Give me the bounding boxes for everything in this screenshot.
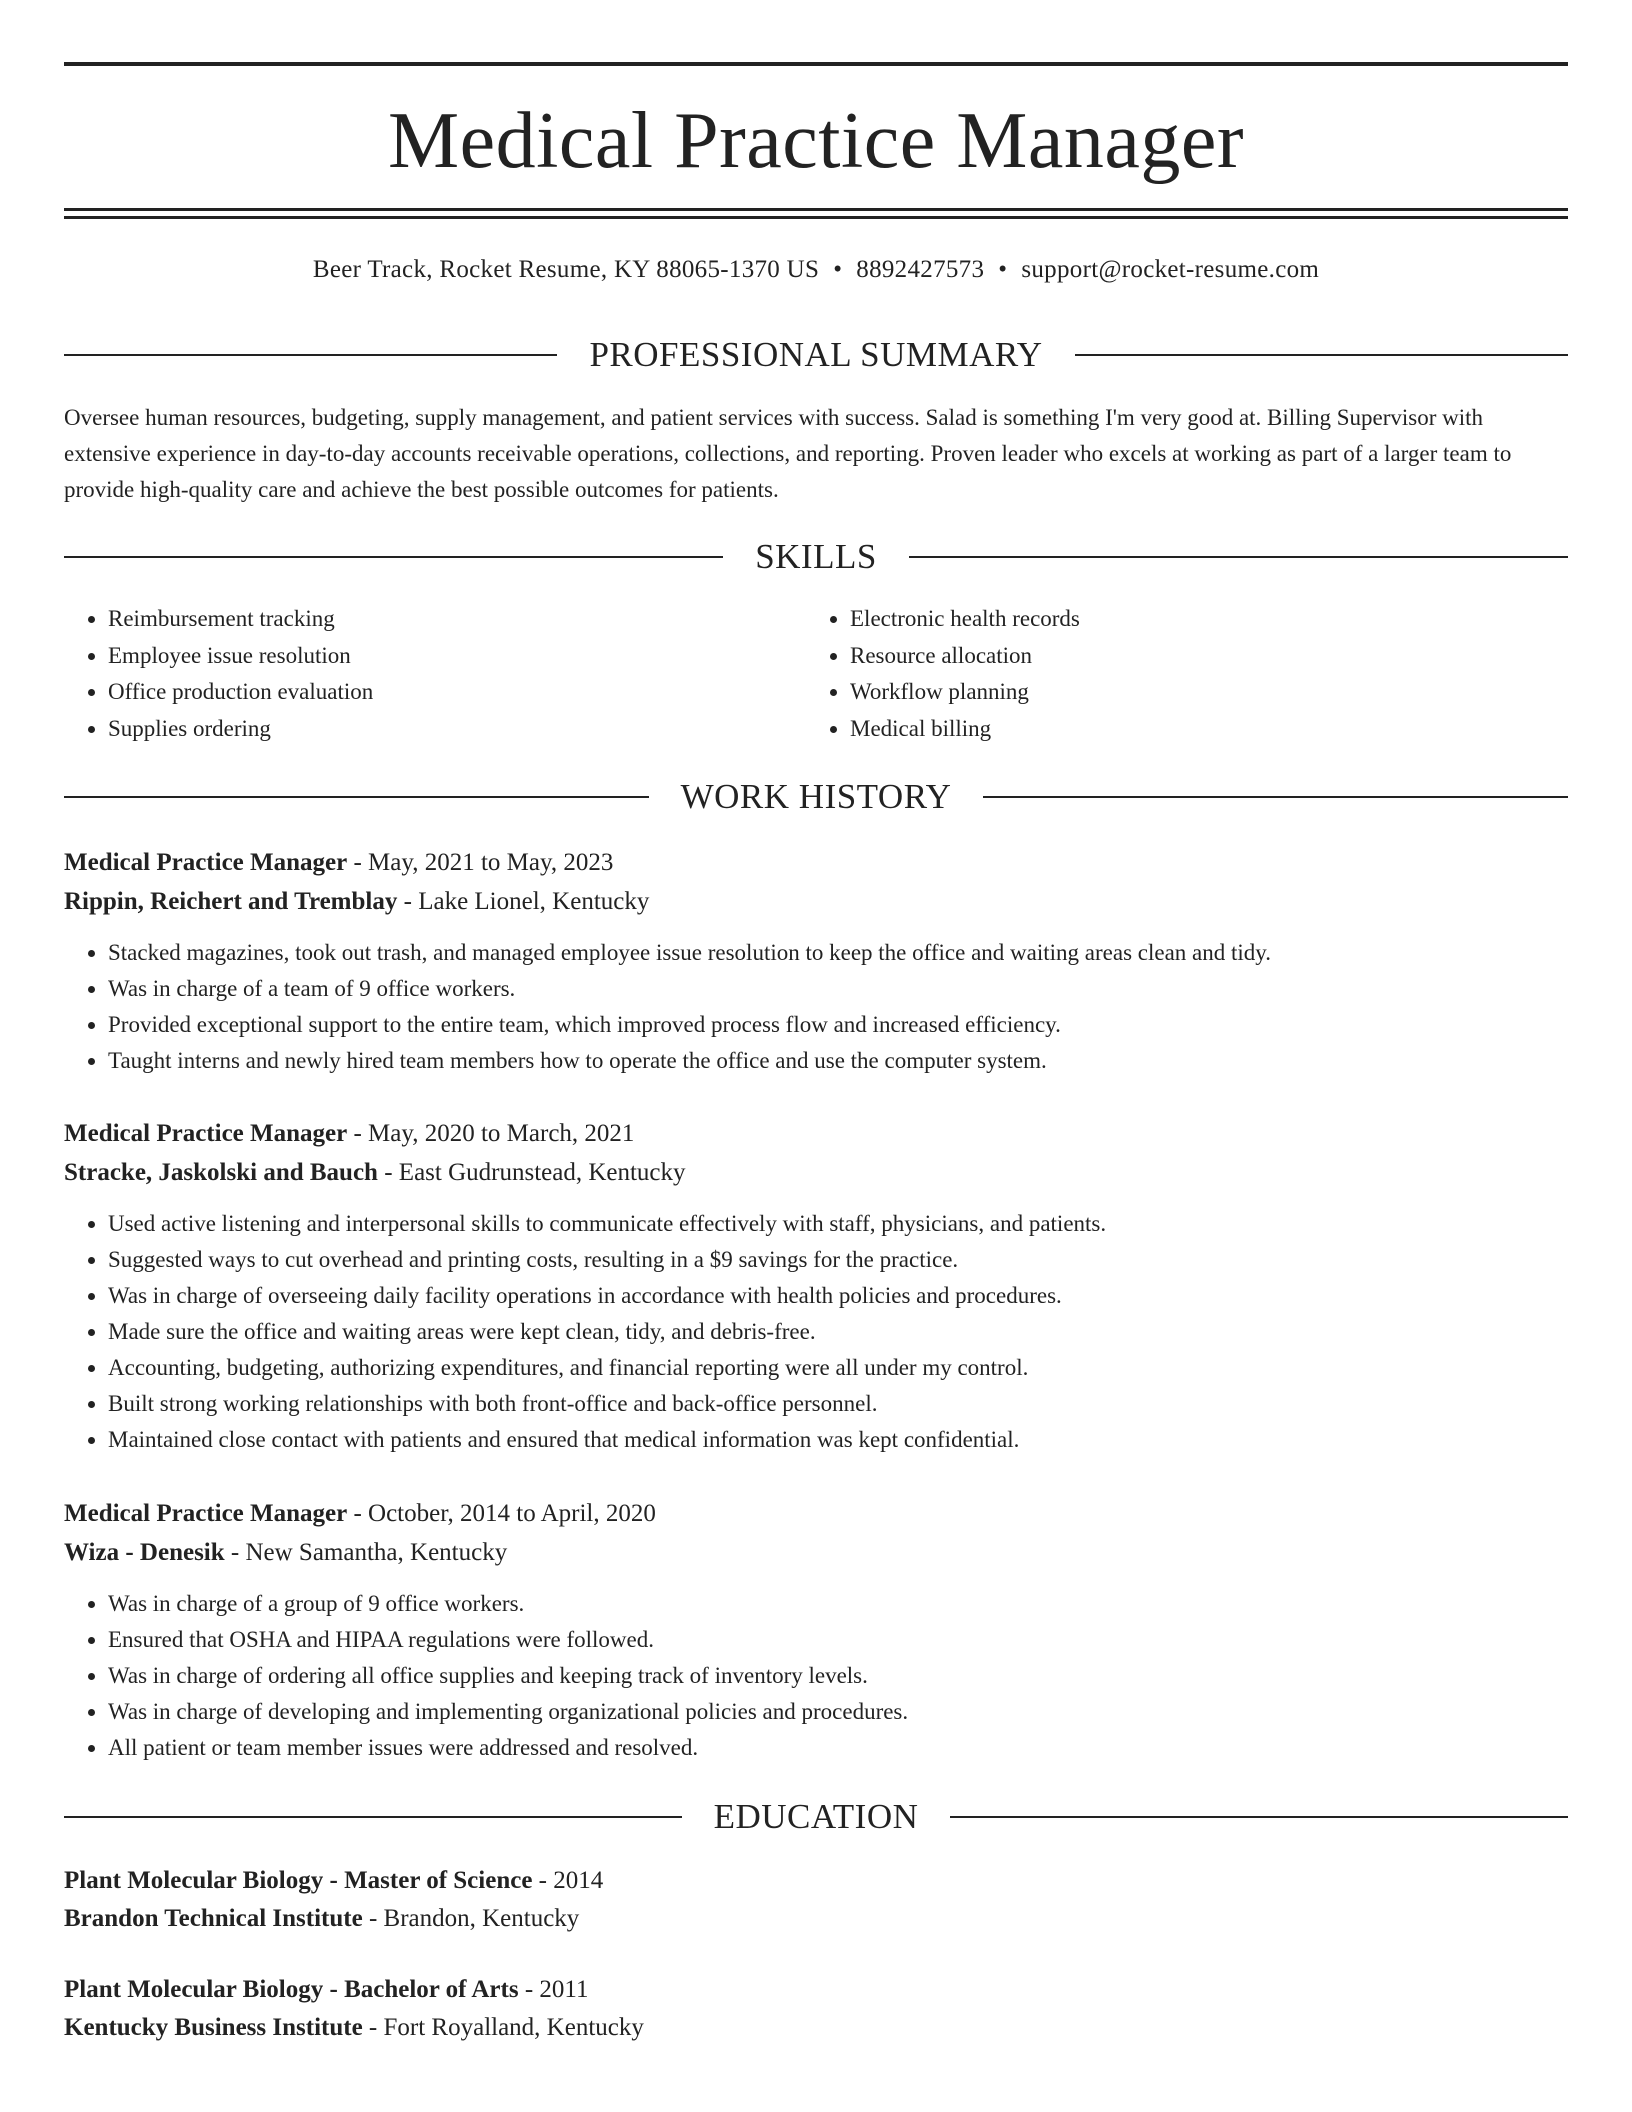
school-location: - Fort Royalland, Kentucky	[362, 2014, 644, 2041]
job-bullet: • Was in charge of a group of 9 office workers.	[108, 1586, 1568, 1622]
job-dates: - May, 2020 to March, 2021	[347, 1120, 635, 1147]
job-bullet: • Used active listening and interpersonal skills to communicate effectively with staff, physicians, and patients.	[108, 1206, 1568, 1242]
job-location: - Lake Lionel, Kentucky	[397, 888, 650, 915]
job-bullet: • Ensured that OSHA and HIPAA regulations were followed.	[108, 1622, 1568, 1658]
job-bullet: • Maintained close contact with patients and ensured that medical information was kept confidential.	[108, 1422, 1568, 1458]
heading-rule-left	[64, 556, 723, 558]
school-line	[64, 2009, 1568, 2047]
job-title: Medical Practice Manager	[64, 849, 348, 876]
job-dates: - October, 2014 to April, 2020	[347, 1500, 656, 1527]
page-title: Medical Practice Manager	[387, 97, 1245, 185]
degree-line	[64, 1862, 1568, 1900]
job-title: Medical Practice Manager	[64, 1500, 348, 1527]
school-location: - Brandon, Kentucky	[362, 1905, 580, 1932]
job-bullet: • Was in charge of ordering all office supplies and keeping track of inventory levels.	[108, 1658, 1568, 1694]
job-title-line	[64, 1494, 1568, 1533]
skills-column-left	[64, 601, 806, 747]
contact-address: Beer Track, Rocket Resume, KY 88065-1370 US	[312, 256, 820, 283]
job-bullet: • Made sure the office and waiting areas were kept clean, tidy, and debris-free.	[108, 1314, 1568, 1350]
job-bullet: • Was in charge of overseeing daily facility operations in accordance with health policies and procedures.	[108, 1278, 1568, 1314]
skill-item: • Workflow planning	[850, 674, 1548, 711]
job-company-line	[64, 882, 1568, 921]
job-company-line	[64, 1533, 1568, 1572]
job-bullets	[64, 1206, 1568, 1458]
job-location: - East Gudrunstead, Kentucky	[377, 1159, 686, 1186]
contact-phone: 8892427573	[856, 256, 985, 283]
education-entry	[64, 1971, 1568, 2047]
job-company: Wiza - Denesik	[64, 1539, 225, 1566]
job-bullet: • Taught interns and newly hired team members how to operate the office and use the computer system.	[108, 1043, 1568, 1079]
top-rule	[64, 62, 1568, 66]
job-dates: - May, 2021 to May, 2023	[347, 849, 614, 876]
summary-heading	[64, 335, 1568, 375]
heading-rule-left	[64, 1816, 682, 1818]
job-bullet: • Built strong working relationships with both front-office and back-office personnel.	[108, 1386, 1568, 1422]
job-bullets	[64, 1586, 1568, 1766]
skill-item: • Electronic health records	[850, 601, 1548, 638]
job-title-line	[64, 843, 1568, 882]
skills-heading	[64, 537, 1568, 577]
heading-rule-left	[64, 796, 649, 798]
job-company: Rippin, Reichert and Tremblay	[64, 888, 398, 915]
education-entry	[64, 1862, 1568, 1938]
job-bullet: • Suggested ways to cut overhead and printing costs, resulting in a $9 savings for the practice.	[108, 1242, 1568, 1278]
summary-heading-label: PROFESSIONAL SUMMARY	[589, 335, 1043, 374]
skills-column-right	[806, 601, 1548, 747]
skill-item: • Resource allocation	[850, 638, 1548, 675]
heading-rule-right	[1075, 354, 1568, 356]
job-company: Stracke, Jaskolski and Bauch	[64, 1159, 378, 1186]
degree-year: - 2014	[532, 1867, 604, 1894]
school: Brandon Technical Institute	[64, 1905, 363, 1932]
degree: Plant Molecular Biology - Bachelor of Arts	[64, 1976, 519, 2003]
job-bullet: • All patient or team member issues were addressed and resolved.	[108, 1730, 1568, 1766]
job-bullet: • Accounting, budgeting, authorizing expenditures, and financial reporting were all under my control.	[108, 1350, 1568, 1386]
heading-rule-left	[64, 354, 557, 356]
degree-year: - 2011	[518, 1976, 589, 2003]
skill-item: • Reimbursement tracking	[108, 601, 806, 638]
skill-item: • Supplies ordering	[108, 711, 806, 748]
skill-item: • Employee issue resolution	[108, 638, 806, 675]
heading-rule-right	[983, 796, 1568, 798]
contact-email[interactable]: support@rocket-resume.com	[1021, 256, 1320, 283]
skill-item: • Office production evaluation	[108, 674, 806, 711]
job-bullet: • Stacked magazines, took out trash, and managed employee issue resolution to keep the office and waiting areas clean and tidy.	[108, 935, 1568, 971]
skill-item: • Medical billing	[850, 711, 1548, 748]
job-bullets	[64, 935, 1568, 1079]
contact-separator: •	[998, 256, 1008, 283]
degree: Plant Molecular Biology - Master of Science	[64, 1867, 533, 1894]
education-heading	[64, 1797, 1568, 1837]
title-double-rule-top	[64, 208, 1568, 211]
work-history-heading	[64, 777, 1568, 817]
job-entry	[64, 843, 1568, 1079]
job-entry	[64, 1494, 1568, 1766]
contact-separator: •	[833, 256, 843, 283]
job-company-line	[64, 1153, 1568, 1192]
school: Kentucky Business Institute	[64, 2014, 363, 2041]
heading-rule-right	[909, 556, 1568, 558]
job-location: - New Samantha, Kentucky	[224, 1539, 508, 1566]
degree-line	[64, 1971, 1568, 2009]
job-title: Medical Practice Manager	[64, 1120, 348, 1147]
summary-text: Oversee human resources, budgeting, supply management, and patient services with success. Salad is something I'm very good at. Billing Supervisor with extensive experience in day-to-day accounts receivable operations, collections, and reporting. Proven leader who excels at working as part of a larger team to provide high-quality care and achieve the best possible outcomes for patients.	[64, 405, 1512, 502]
job-title-line	[64, 1114, 1568, 1153]
education-heading-label: EDUCATION	[713, 1797, 919, 1836]
school-line	[64, 1900, 1568, 1938]
title-double-rule-bottom	[64, 216, 1568, 219]
contact-line	[64, 254, 1568, 286]
skills-heading-label: SKILLS	[755, 537, 877, 576]
work-history-heading-label: WORK HISTORY	[680, 777, 952, 816]
job-bullet: • Provided exceptional support to the entire team, which improved process flow and increased efficiency.	[108, 1007, 1568, 1043]
job-entry	[64, 1114, 1568, 1458]
skills-list	[64, 601, 1568, 747]
heading-rule-right	[950, 1816, 1568, 1818]
job-bullet: • Was in charge of a team of 9 office workers.	[108, 971, 1568, 1007]
job-bullet: • Was in charge of developing and implementing organizational policies and procedures.	[108, 1694, 1568, 1730]
